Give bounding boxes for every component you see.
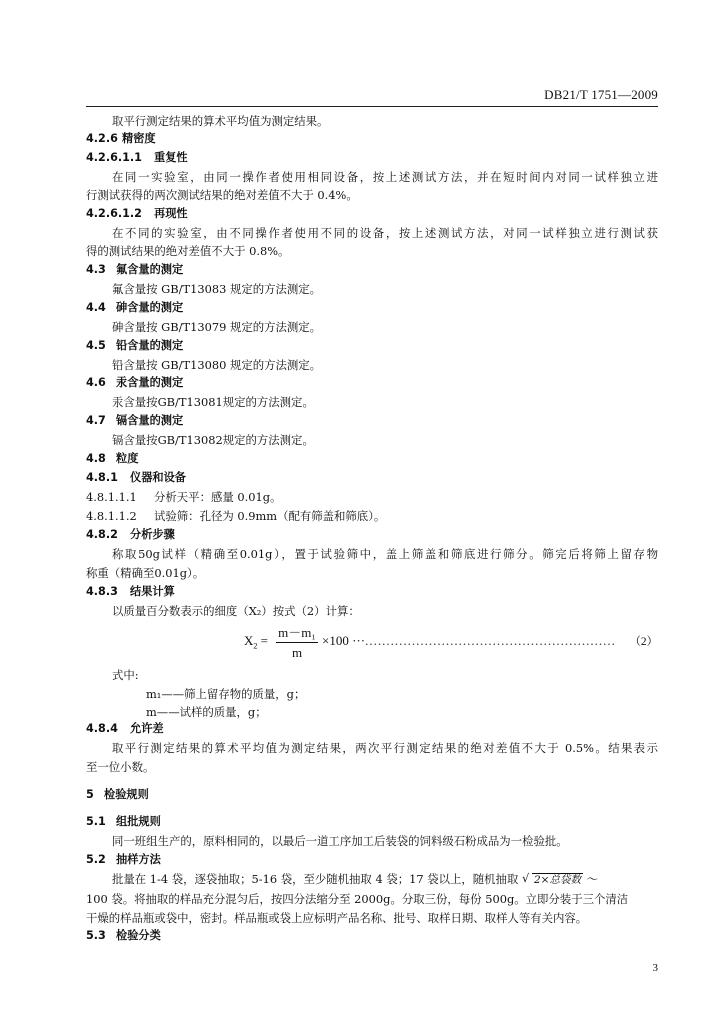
section-number: 4.4 [86, 301, 106, 314]
section-heading-4-7 [86, 412, 658, 430]
clause-text: 分析天平：感量 0.01g。 [154, 490, 282, 504]
section-title: 抽样方法 [116, 853, 161, 866]
section-heading-4-2-6 [86, 130, 658, 148]
section-number: 4.8.3 [86, 585, 118, 598]
section-title: 分析步骤 [130, 528, 175, 541]
paragraph-line: 铅含量按 GB/T13080 规定的方法测定。 [112, 358, 322, 372]
standard-code: DB21/T 1751—2009 [544, 87, 658, 102]
section-title: 组批规则 [116, 815, 161, 828]
fraction-bar [276, 642, 318, 643]
sqrt-expression [522, 870, 583, 889]
section-number: 4.5 [86, 339, 106, 352]
paragraph-line: 汞含量按GB/T13081规定的方法测定。 [112, 395, 314, 409]
formula-number: （2） [629, 636, 658, 648]
paragraph-line: 同一班组生产的，原料相同的，以最后一道工序加工后装袋的饲料级石粉成品为一检验批。 [112, 834, 568, 848]
section-title: 汞含量的测定 [116, 376, 184, 389]
formula-lhs [244, 633, 268, 651]
section-title: 再现性 [154, 207, 188, 220]
section-title: 精密度 [122, 132, 156, 145]
section-heading-4-5 [86, 337, 658, 355]
section-number: 4.6 [86, 376, 106, 389]
section-heading-4-6 [86, 374, 658, 392]
section-number: 4.2.6.1.2 [86, 207, 142, 220]
paragraph-line: 在不同的实验室，由不同操作者使用不同的设备，按上述测试方法，对同一试样独立进行测试获 [112, 226, 658, 240]
section-number: 4.8.4 [86, 722, 118, 735]
header-rule [86, 106, 658, 107]
formula-variable: X [244, 633, 254, 648]
section-heading-5-3 [86, 927, 658, 945]
formula-multiplier: ×100 ··· [322, 633, 366, 648]
section-heading-5-1 [86, 813, 658, 831]
paragraph-line: 式中: [112, 668, 139, 682]
section-heading-4-8 [86, 450, 658, 468]
section-heading-4-4 [86, 299, 658, 317]
section-heading-5 [86, 786, 658, 804]
formula-denominator: m [291, 645, 303, 660]
paragraph-line: 干燥的样品瓶或袋中，密封。样品瓶或袋上应标明产品名称、批号、取样日期、取样人等有关内容。 [86, 911, 588, 925]
paragraph-line: 称重（精确至0.01g）。 [86, 566, 205, 580]
formula-leader-dots: ........................................................... [365, 633, 616, 648]
clause-number: 4.8.1.1.2 [86, 509, 137, 523]
section-number: 5.2 [86, 853, 106, 866]
clause-line [86, 507, 658, 525]
section-number: 4.7 [86, 414, 106, 427]
fineness-formula [244, 624, 658, 664]
paragraph-line: 至一位小数。 [86, 760, 155, 774]
section-heading-5-2 [86, 851, 658, 869]
section-number: 5.1 [86, 815, 106, 828]
formula-numerator: m－m₁ [278, 625, 316, 640]
clause-number: 4.8.1.1.1 [86, 490, 137, 504]
section-title: 结果计算 [130, 585, 175, 598]
paragraph-line: 镉含量按GB/T13082规定的方法测定。 [112, 433, 314, 447]
page-number: 3 [652, 962, 658, 974]
section-number: 4.8.1 [86, 471, 118, 484]
section-heading-4-2-6-1-2 [86, 205, 658, 223]
section-title: 检验分类 [116, 929, 161, 942]
section-number: 4.2.6.1.1 [86, 151, 142, 164]
section-title: 允许差 [130, 722, 164, 735]
section-title: 砷含量的测定 [116, 301, 184, 314]
section-title: 重复性 [154, 151, 188, 164]
section-heading-4-8-3 [86, 583, 658, 601]
paragraph-line: 在同一实验室，由同一操作者使用相同设备，按上述测试方法，并在短时间内对同一试样独立进 [112, 170, 658, 184]
section-number: 4.2.6 [86, 132, 118, 145]
section-heading-4-8-2 [86, 526, 658, 544]
section-heading-4-2-6-1-1 [86, 149, 658, 167]
section-title: 镉含量的测定 [116, 414, 184, 427]
paragraph-line: 得的测试结果的绝对差值不大于 0.8%。 [86, 244, 290, 258]
paragraph-line: 氟含量按 GB/T13083 规定的方法测定。 [112, 282, 322, 296]
paragraph-text: 批量在 1-4 袋，逐袋抽取；5-16 袋，至少随机抽取 4 袋；17 袋以上，随机抽取 [112, 872, 519, 886]
section-title: 仪器和设备 [130, 471, 186, 484]
paragraph-line: 以质量百分数表示的细度（X₂）按式（2）计算： [112, 604, 360, 618]
clause-line [86, 488, 658, 506]
range-tilde: ～ [586, 872, 598, 886]
paragraph-line [112, 870, 658, 889]
section-number: 4.8 [86, 452, 106, 465]
paragraph-line: 砷含量按 GB/T13079 规定的方法测定。 [112, 320, 322, 334]
section-number: 5 [86, 788, 94, 801]
radical-sign: √ [521, 871, 530, 885]
section-number: 4.3 [86, 263, 106, 276]
radicand: 2×总袋数 [533, 874, 581, 886]
paragraph-line: 取平行测定结果的算术平均值为测定结果，两次平行测定结果的绝对差值不大于 0.5%。结果表示 [112, 741, 658, 755]
clause-text: 试验筛：孔径为 0.9mm（配有筛盖和筛底）。 [154, 509, 386, 523]
section-heading-4-3 [86, 261, 658, 279]
paragraph-line: 行测试获得的两次测试结果的绝对差值不大于 0.4%。 [86, 188, 358, 202]
section-title: 检验规则 [104, 788, 149, 801]
formula-fraction [276, 624, 318, 661]
paragraph-line: 取平行测定结果的算术平均值为测定结果。 [112, 114, 329, 128]
section-title: 氟含量的测定 [116, 263, 184, 276]
definition-line: m——试样的质量，g； [146, 705, 267, 719]
paragraph-line: 称取50g试样（精确至0.01g），置于试验筛中，盖上筛盖和筛底进行筛分。筛完后将筛上留存物 [112, 547, 658, 561]
section-number: 5.3 [86, 929, 106, 942]
section-heading-4-8-1 [86, 469, 658, 487]
section-title: 粒度 [116, 452, 139, 465]
formula-rhs [322, 633, 616, 649]
section-title: 铅含量的测定 [116, 339, 184, 352]
paragraph-line: 100 袋。将抽取的样品充分混匀后，按四分法缩分至 2000g。分取三份，每份 500g。立即分装于三个清洁 [86, 892, 629, 906]
section-heading-4-8-4 [86, 720, 658, 738]
section-number: 4.8.2 [86, 528, 118, 541]
definition-line: m₁——筛上留存物的质量，g； [146, 687, 306, 701]
formula-equals: = [260, 633, 268, 648]
formula-subscript: 2 [253, 641, 258, 651]
